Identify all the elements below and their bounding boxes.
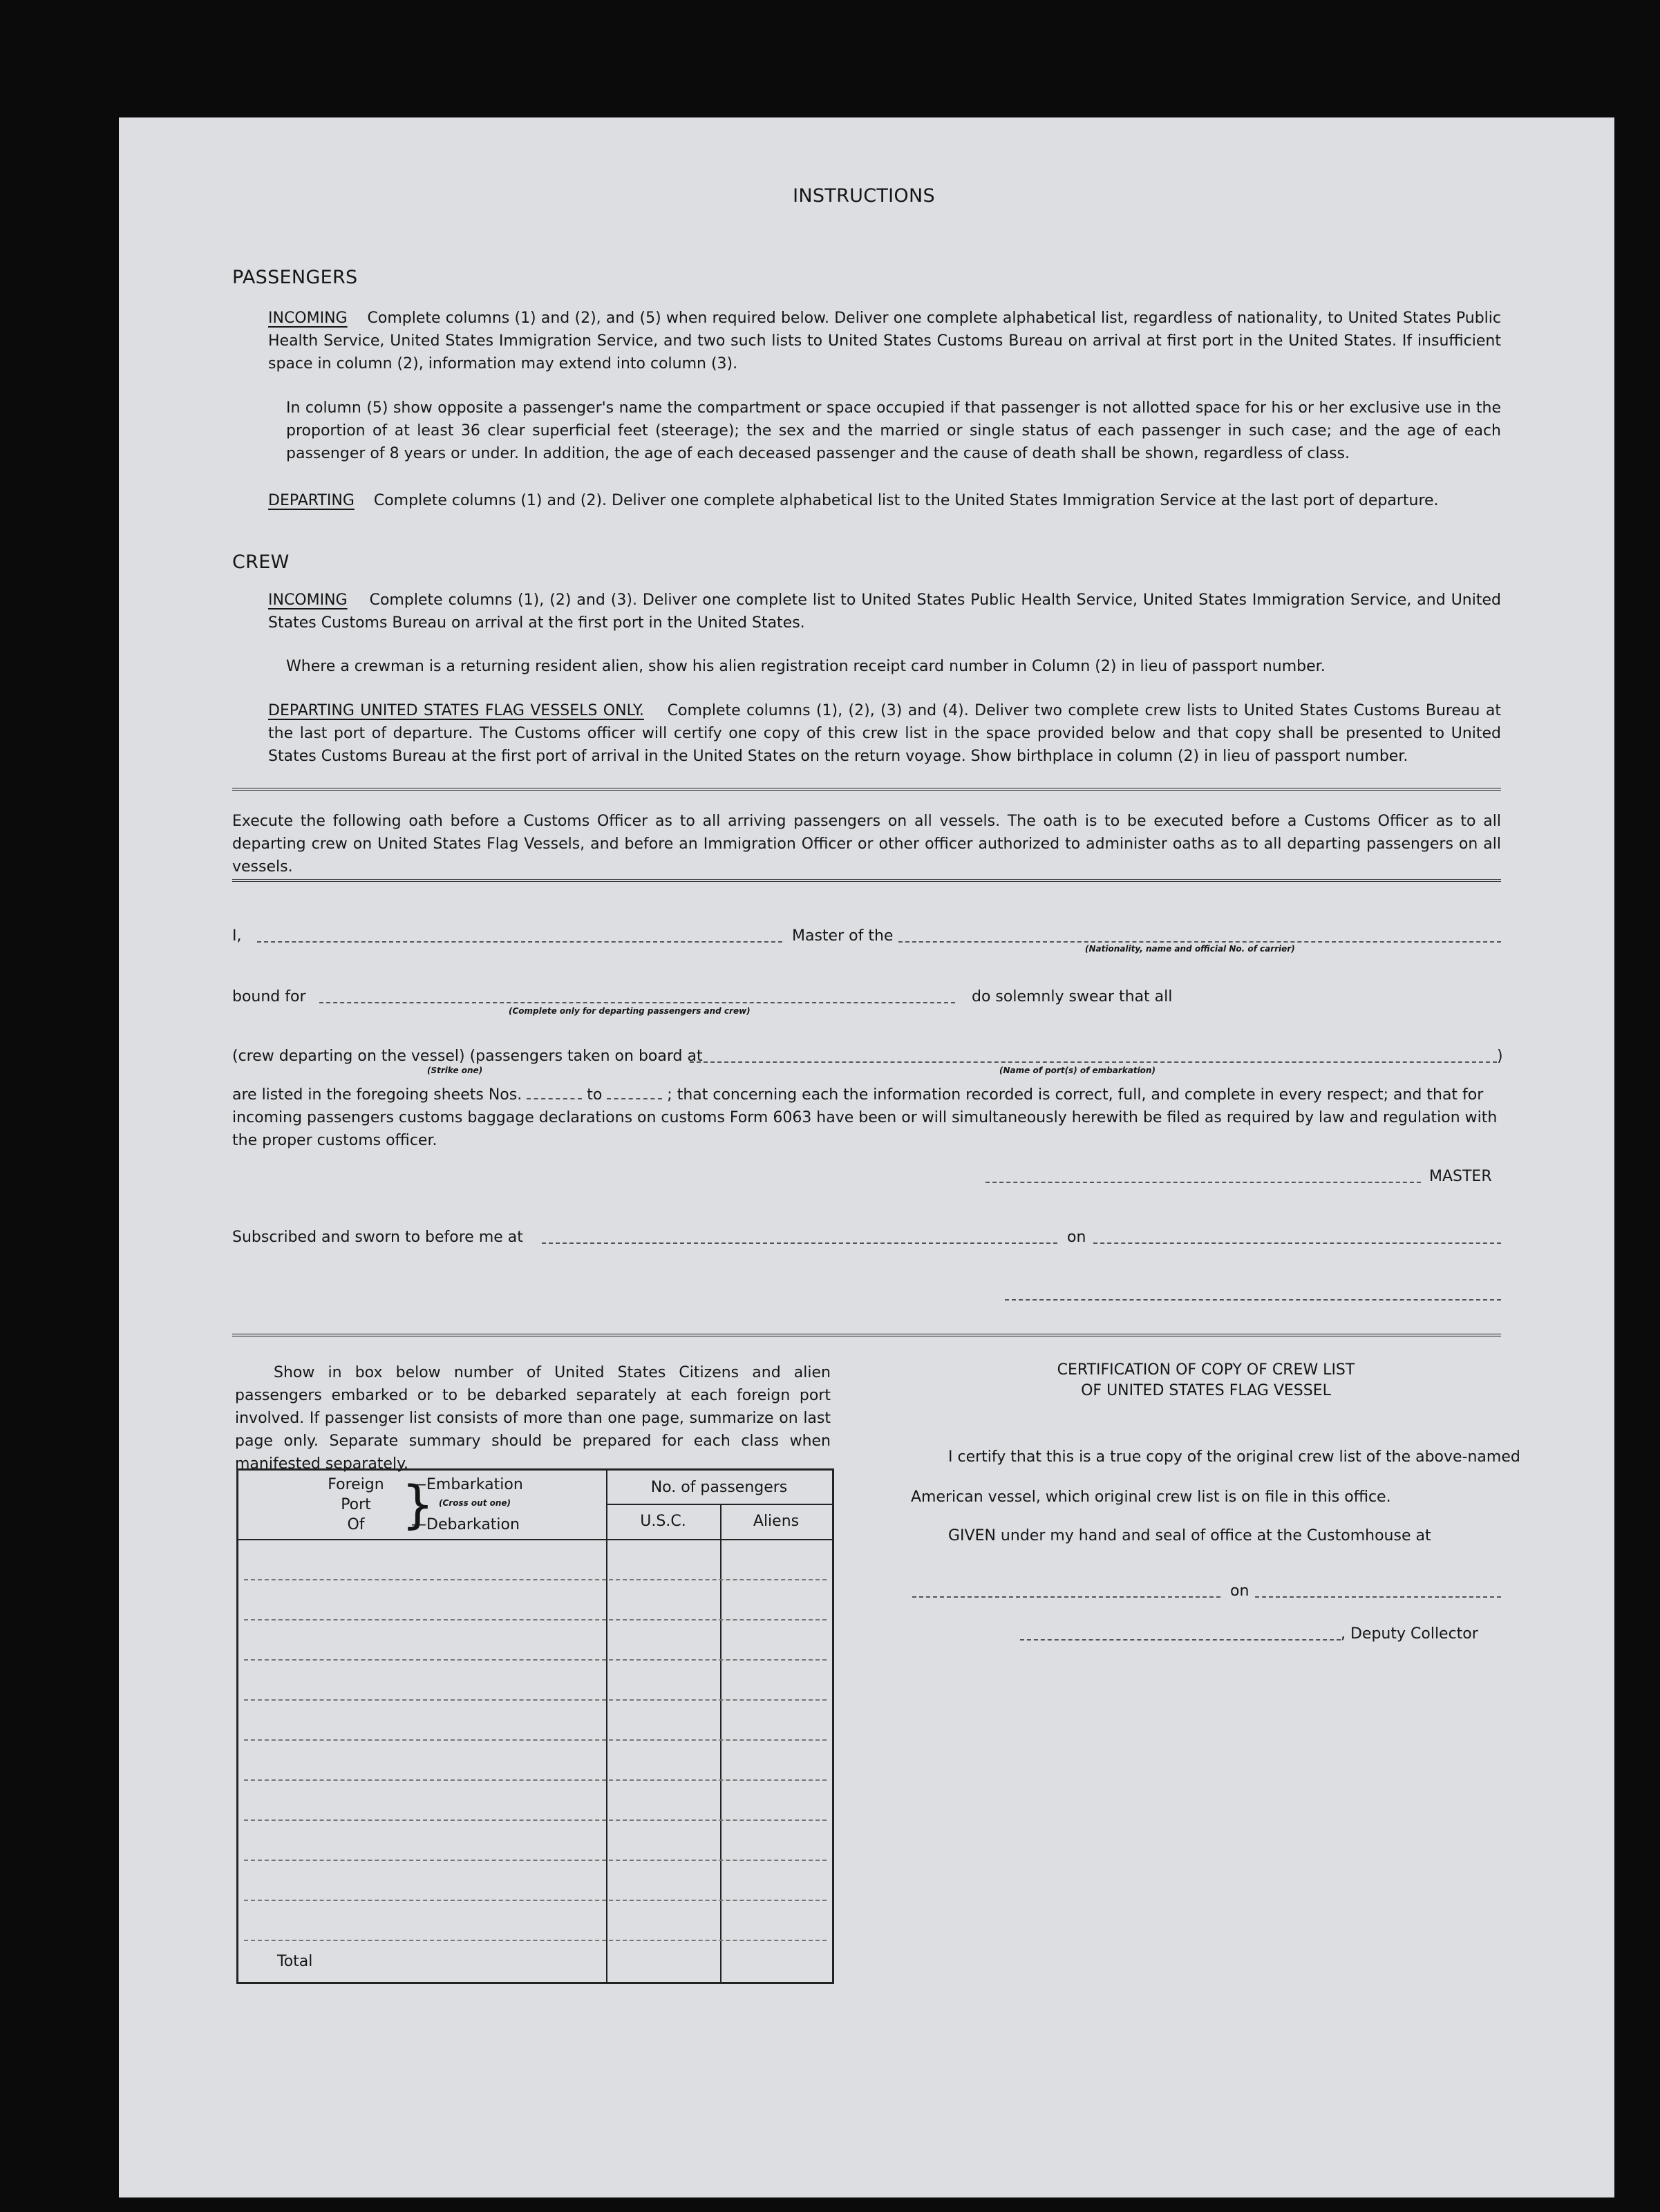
listed-suffix: ; that concerning each the information recorded is correct, full, and complete in every respect; and that for incoming passengers customs baggage declarations on customs Form 6063 have been or will simultaneously herewith be filed as required by law and regulation with the proper customs officer. (232, 1086, 1498, 1149)
bound-for-label: bound for (232, 988, 306, 1005)
master-signature-line[interactable] (985, 1182, 1421, 1183)
total-label: Total (277, 1953, 313, 1970)
divider-rule (232, 1334, 1501, 1339)
column-divider (720, 1504, 721, 1982)
sworn-on-label: on (1067, 1229, 1086, 1246)
departing-text: Complete columns (1) and (2). Deliver one complete alphabetical list to the United States Immigration Service at the last port of departure. (373, 492, 1439, 509)
close-paren: ) (1497, 1048, 1503, 1065)
crew-departing-label: DEPARTING UNITED STATES FLAG VESSELS ONLY. (268, 702, 644, 719)
sheet-to-field[interactable] (607, 1098, 662, 1099)
divider-rule (232, 788, 1501, 793)
deputy-collector-label: , Deputy Collector (1341, 1625, 1478, 1643)
master-of-label: Master of the (792, 927, 894, 945)
cross-out-note: (Cross out one) (439, 1498, 511, 1508)
destination-line[interactable] (319, 1002, 955, 1003)
crew-incoming-label: INCOMING (268, 592, 348, 609)
ports-note: (Name of port(s) of embarkation) (999, 1066, 1156, 1075)
summary-instructions: Show in box below number of United States Citizens and alien passengers embarked or to be debarked separately at each foreign port involved. If passenger list consists of more than one page, summarize on last page only. Separate summary should be prepared for each class when manifested separately. (235, 1364, 831, 1473)
subscribed-label: Subscribed and sworn to before me at (232, 1229, 523, 1246)
header-divider (606, 1504, 832, 1505)
passengers-departing-paragraph (268, 489, 1501, 512)
crew-incoming-paragraph (268, 589, 1501, 634)
aliens-header: Aliens (753, 1513, 800, 1530)
table-row[interactable] (244, 1579, 827, 1580)
foreign-label: Foreign (328, 1476, 384, 1493)
table-row[interactable] (244, 1819, 827, 1821)
resident-alien-paragraph: Where a crewman is a returning resident alien, show his alien registration receipt card number in Column (2) in lieu of passport number. (286, 658, 1326, 675)
table-row[interactable] (244, 1619, 827, 1620)
port-label: Port (341, 1496, 371, 1513)
customhouse-line[interactable] (912, 1596, 1220, 1598)
crew-incoming-text: Complete columns (1), (2) and (3). Deliver one complete list to United States Public Health Service, United States Immigration Service, and United States Customs Bureau on arrival at the first port in the United States. (268, 592, 1501, 632)
strike-one-note: (Strike one) (427, 1066, 483, 1075)
certify-line1: I certify that this is a true copy of the original crew list of the above-named (948, 1448, 1520, 1466)
table-row[interactable] (244, 1779, 827, 1781)
embarkation-label: —Embarkation (411, 1476, 523, 1493)
divider-rule (232, 879, 1501, 884)
incoming-text: Complete columns (1) and (2), and (5) when required below. Deliver one complete alphabetical list, regardless of nationality, to United States Public Health Service, United States Immigration Service, and two such lists to United States Customs Bureau on arrival at first port in the United States. If insufficient space in column (2), information may extend into column (3). (268, 310, 1502, 372)
listed-paragraph (232, 1084, 1501, 1152)
embarkation-port-line[interactable] (690, 1061, 1497, 1063)
listed-prefix: are listed in the foregoing sheets Nos. (232, 1086, 522, 1104)
crew-passengers-label: (crew departing on the vessel) (passengers taken on board at (232, 1048, 703, 1065)
usc-header: U.S.C. (640, 1513, 686, 1530)
certification-date-line[interactable] (1255, 1596, 1501, 1598)
given-line: GIVEN under my hand and seal of office at the Customhouse at (948, 1527, 1431, 1544)
crew-heading: CREW (232, 551, 290, 573)
complete-only-note: (Complete only for departing passengers and crew) (509, 1006, 751, 1016)
nationality-note: (Nationality, name and official No. of carrier) (1085, 944, 1295, 954)
certification-title-line1: CERTIFICATION OF COPY OF CREW LIST (1057, 1361, 1355, 1379)
officer-signature-line[interactable] (1005, 1299, 1501, 1301)
sworn-place-line[interactable] (542, 1242, 1057, 1244)
brace-icon: } (402, 1475, 435, 1535)
oath-i-label: I, (232, 927, 242, 945)
table-row[interactable] (244, 1739, 827, 1741)
master-name-line[interactable] (257, 941, 782, 943)
no-passengers-header: No. of passengers (650, 1479, 788, 1496)
header-bottom-rule (238, 1539, 832, 1540)
passenger-summary-table (236, 1468, 834, 1984)
table-row[interactable] (244, 1900, 827, 1901)
oath-intro: Execute the following oath before a Customs Officer as to all arriving passengers on all vessels. The oath is to be executed before a Customs Officer as to all departing crew on United States Flag Vessels, and before an Immigration Officer or other officer authorized to administer oaths as to all departing passengers on all vessels. (232, 813, 1501, 876)
certification-title-line2: OF UNITED STATES FLAG VESSEL (1081, 1382, 1331, 1399)
column5-paragraph: In column (5) show opposite a passenger's name the compartment or space occupied if that passenger is not allotted space for his or her exclusive use in the proportion of at least 36 clear superficial feet (steerage); the sex and the married or single status of each passenger in such case; and the age of each passenger of 8 years or under. In addition, the age of each deceased passenger and the cause of death shall be shown, regardless of class. (286, 399, 1501, 462)
sworn-date-line[interactable] (1093, 1242, 1501, 1244)
sheet-from-field[interactable] (527, 1098, 582, 1099)
page-title: INSTRUCTIONS (793, 185, 935, 207)
crew-departing-text: Complete columns (1), (2), (3) and (4). Deliver two complete crew lists to United States Customs Bureau at the last port of departure. The Customs officer will certify one copy of this crew list in the space provided below and that copy shall be presented to United States Customs Bureau at the first port of arrival in the United States on the return voyage. Show birthplace in column (2) in lieu of passport number. (268, 702, 1501, 765)
departing-label: DEPARTING (268, 492, 355, 509)
table-row[interactable] (244, 1659, 827, 1661)
table-row[interactable] (244, 1860, 827, 1861)
crew-departing-paragraph (268, 699, 1501, 768)
deputy-signature-line[interactable] (1020, 1639, 1341, 1641)
swear-label: do solemnly swear that all (972, 988, 1173, 1005)
passengers-heading: PASSENGERS (232, 267, 358, 288)
table-row[interactable] (244, 1699, 827, 1701)
to-label: to (587, 1086, 603, 1104)
certify-line2: American vessel, which original crew list is on file in this office. (911, 1488, 1391, 1506)
of-label: Of (347, 1516, 365, 1533)
debarkation-label: —Debarkation (411, 1516, 520, 1533)
carrier-line[interactable] (898, 941, 1501, 943)
incoming-label: INCOMING (268, 310, 348, 327)
passengers-incoming-paragraph (268, 307, 1501, 375)
table-row[interactable] (244, 1940, 827, 1941)
certification-on-label: on (1230, 1582, 1249, 1600)
master-label: MASTER (1429, 1168, 1492, 1185)
column-divider (606, 1471, 607, 1982)
